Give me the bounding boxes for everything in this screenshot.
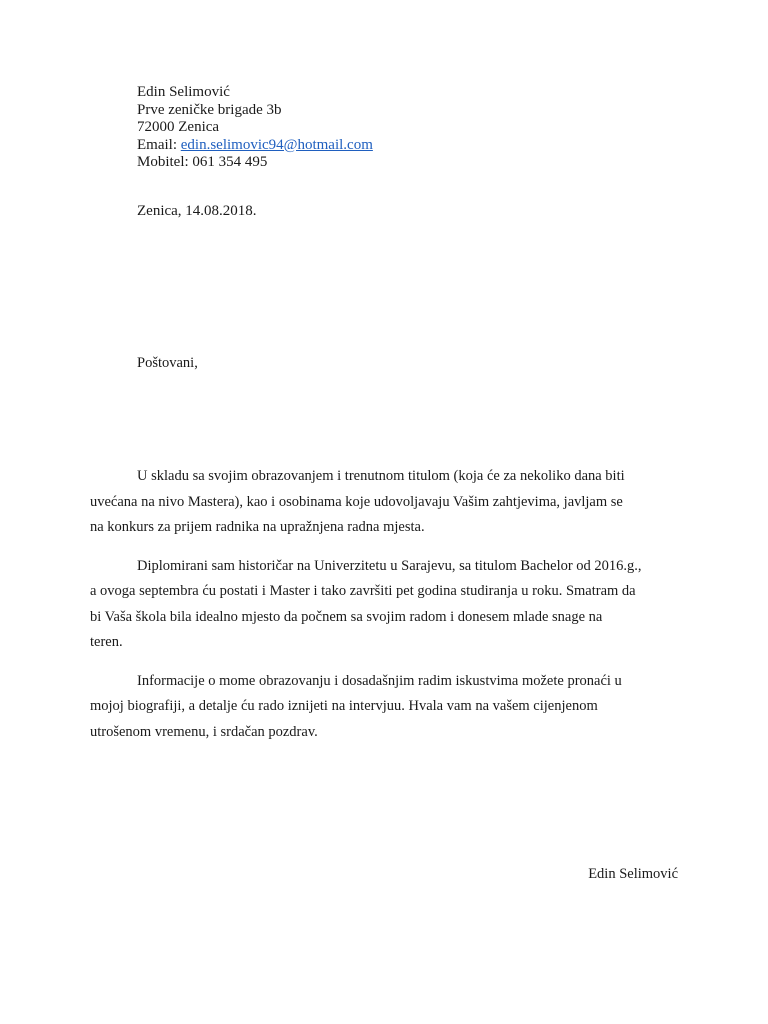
sender-phone: Mobitel: 061 354 495 <box>137 154 268 170</box>
paragraph-line: teren. <box>90 634 123 650</box>
paragraph-line: Informacije o mome obrazovanju i dosadašnjim radim iskustvima možete pronaći u <box>137 672 622 689</box>
paragraph-line: U skladu sa svojim obrazovanjem i trenutnom titulom (koja će za nekoliko dana biti <box>137 468 625 484</box>
paragraph-line: mojoj biografiji, a detalje ću rado iznijeti na intervjuu. Hvala vam na vašem cijenjenom <box>90 698 598 714</box>
sender-block <box>137 84 373 172</box>
sender-city: 72000 Zenica <box>137 119 220 135</box>
sender-name: Edin Selimović <box>137 84 230 100</box>
paragraph-line: bi Vaša škola bila idealno mjesto da počnem sa svojim radom i donesem mlade snage na <box>90 608 603 625</box>
signature: Edin Selimović <box>588 866 678 882</box>
paragraph-line: uvećana na nivo Mastera), kao i osobinama koje udovoljavaju Vašim zahtjevima, javljam se <box>90 493 623 510</box>
paragraph-line: utrošenom vremenu, i srdačan pozdrav. <box>90 723 318 740</box>
sender-email-line <box>137 137 373 155</box>
greeting: Poštovani, <box>137 355 198 371</box>
paragraph-3 <box>90 669 680 746</box>
email-link[interactable]: edin.selimovic94@hotmail.com <box>180 136 373 153</box>
letter-date: Zenica, 14.08.2018. <box>137 203 257 219</box>
email-label: Email: <box>137 136 181 153</box>
paragraph-line: a ovoga septembra ću postati i Master i tako završiti pet godina studiranja u roku. Smatram da <box>90 583 636 599</box>
letter-body <box>90 464 680 758</box>
paragraph-2 <box>90 554 680 656</box>
sender-street: Prve zeničke brigade 3b <box>137 101 282 118</box>
paragraph-1 <box>90 464 680 541</box>
paragraph-line: Diplomirani sam historičar na Univerzitetu u Sarajevu, sa titulom Bachelor od 2016.g., <box>137 557 642 574</box>
paragraph-line: na konkurs za prijem radnika na upražnjena radna mjesta. <box>90 519 425 535</box>
